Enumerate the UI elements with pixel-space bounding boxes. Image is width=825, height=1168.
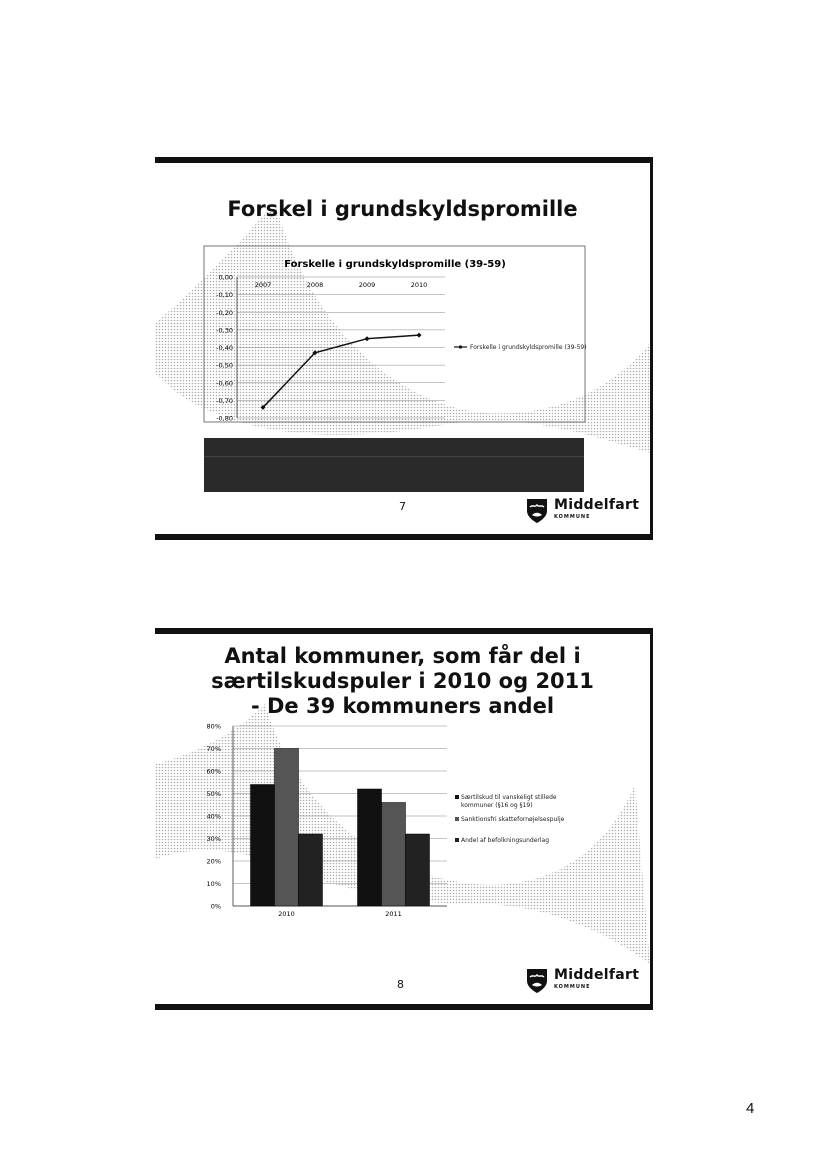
y-tick-label: -0,20 bbox=[216, 308, 233, 317]
y-tick-label: -0,50 bbox=[216, 361, 233, 370]
y-tick-label: -0,60 bbox=[216, 379, 233, 388]
y-axis-tick-labels bbox=[207, 723, 221, 911]
y-tick-label: 30% bbox=[206, 835, 221, 843]
y-tick-label: 80% bbox=[206, 722, 221, 731]
x-axis-tick-labels bbox=[278, 910, 402, 918]
legend-swatch bbox=[455, 838, 459, 842]
y-tick-label: -0,70 bbox=[216, 396, 233, 405]
x-axis-tick-labels bbox=[255, 281, 428, 289]
bar-series bbox=[251, 749, 430, 907]
bar bbox=[382, 803, 406, 907]
legend-swatch bbox=[455, 795, 459, 799]
logo-name: Middelfart bbox=[554, 967, 640, 983]
y-tick-label: 40% bbox=[206, 812, 221, 821]
slide-number: 8 bbox=[397, 978, 404, 991]
logo-sub: KOMMUNE bbox=[554, 514, 591, 520]
x-tick-label: 2009 bbox=[358, 281, 376, 289]
slide-number: 7 bbox=[399, 500, 406, 513]
slide-title: Forskel i grundskyldspromille bbox=[227, 197, 578, 221]
x-tick-label: 2008 bbox=[306, 281, 324, 289]
data-point bbox=[417, 333, 422, 338]
chart-frame bbox=[204, 246, 585, 422]
legend-swatch bbox=[455, 817, 459, 821]
middelfart-logo bbox=[526, 968, 639, 994]
y-axis-tick-labels bbox=[216, 274, 233, 423]
y-tick-label: 50% bbox=[206, 790, 221, 798]
y-tick-label: -0,40 bbox=[216, 344, 233, 352]
coat-of-arms-icon bbox=[526, 498, 548, 524]
x-tick-label: 2011 bbox=[385, 910, 402, 918]
data-table bbox=[204, 438, 584, 492]
y-tick-label: 60% bbox=[206, 767, 221, 776]
legend-label: Særtilskud til vanskeligt stillede kommuner (§16 og §19) bbox=[461, 794, 557, 809]
data-point bbox=[365, 336, 370, 341]
legend-label: Andel af befolkningsunderlag bbox=[461, 837, 550, 844]
slide-title-line-3: - De 39 kommuners andel bbox=[250, 694, 555, 718]
chart-title: Forskelle i grundskyldspromille (39-59) bbox=[284, 259, 506, 270]
bar-chart bbox=[155, 634, 650, 1004]
x-tick-label: 2010 bbox=[278, 910, 295, 918]
bar bbox=[275, 749, 299, 907]
y-tick-label: 10% bbox=[206, 880, 221, 888]
bar bbox=[358, 789, 382, 906]
chart-gridlines bbox=[237, 277, 445, 418]
y-tick-label: -0,10 bbox=[216, 291, 233, 300]
middelfart-logo bbox=[526, 498, 639, 524]
y-tick-label: 0,00 bbox=[218, 273, 233, 282]
legend-label: Sanktionsfri skattefornøjelsespulje bbox=[461, 816, 565, 823]
y-tick-label: 20% bbox=[206, 857, 221, 866]
page-number: 4 bbox=[746, 1100, 755, 1117]
y-tick-label: 70% bbox=[206, 745, 221, 753]
slide-7 bbox=[155, 157, 653, 540]
bar bbox=[406, 834, 430, 906]
series-line bbox=[263, 335, 419, 407]
slide-title-line-2: særtilskudspuler i 2010 og 2011 bbox=[211, 669, 594, 693]
legend-marker bbox=[459, 345, 462, 348]
bar bbox=[299, 834, 323, 906]
legend-label: Forskelle i grundskyldspromille (39-59) bbox=[470, 344, 587, 351]
y-tick-label: -0,30 bbox=[216, 326, 233, 335]
slide-title-line-1: Antal kommuner, som får del i bbox=[224, 644, 581, 668]
x-tick-label: 2010 bbox=[410, 281, 428, 289]
slide-8 bbox=[155, 628, 653, 1010]
logo-name: Middelfart bbox=[554, 497, 640, 513]
table-header-row bbox=[204, 438, 584, 457]
y-tick-label: 0% bbox=[210, 902, 221, 911]
series-points bbox=[261, 333, 422, 410]
x-tick-label: 2007 bbox=[254, 281, 272, 289]
chart-legend bbox=[455, 794, 565, 844]
y-tick-label: -0,80 bbox=[216, 414, 233, 423]
logo-sub: KOMMUNE bbox=[554, 984, 591, 990]
coat-of-arms-icon bbox=[526, 968, 548, 994]
bar bbox=[251, 785, 275, 907]
